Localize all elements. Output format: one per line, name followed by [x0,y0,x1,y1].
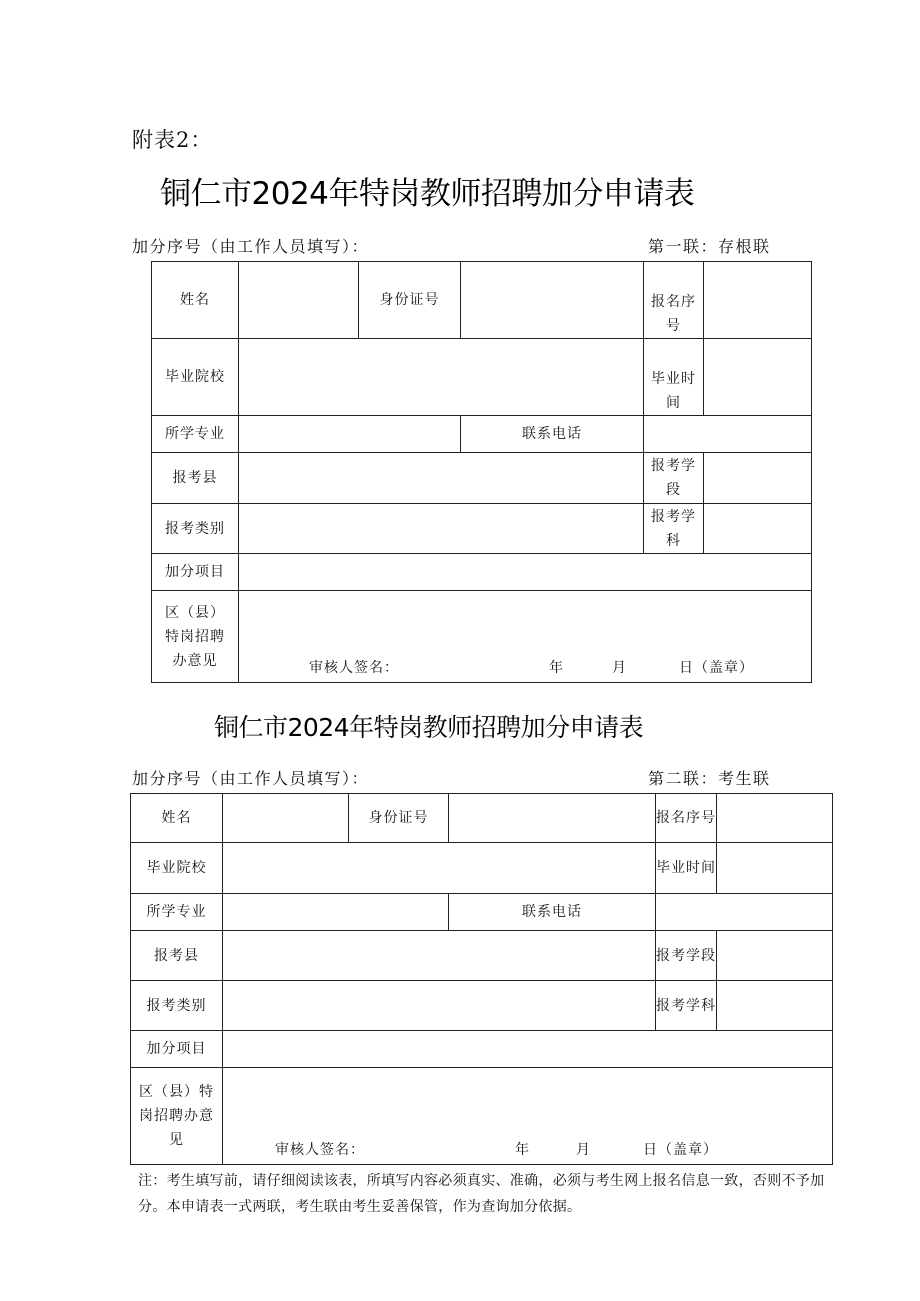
office-opinion-label: 区（县）特岗招聘办意见 [152,591,239,683]
bonus-item-input[interactable] [223,1031,833,1068]
stage-label: 报考学段 [644,453,704,504]
county-label: 报考县 [131,931,223,981]
subject-input[interactable] [704,504,812,554]
phone-label: 联系电话 [449,894,656,931]
office-opinion-area[interactable] [223,1068,833,1165]
form-title-1: 铜仁市2024年特岗教师招聘加分申请表 [160,176,695,212]
bonus-item-label: 加分项目 [131,1031,223,1068]
form-title-2: 铜仁市2024年特岗教师招聘加分申请表 [214,713,644,742]
school-input[interactable] [239,339,644,416]
footnote: 注：考生填写前，请仔细阅读该表，所填写内容必须真实、准确，必须与考生网上报名信息一致，否则不予加分。本申请表一式两联，考生联由考生妥善保管，作为查询加分依据。 [138,1173,825,1215]
phone-label: 联系电话 [461,416,644,453]
major-input[interactable] [239,416,461,453]
year-label: 年 [549,660,564,676]
subject-label: 报考学科 [644,504,704,554]
year-label: 年 [515,1142,530,1158]
reviewer-signature-label: 审核人签名： [275,1142,365,1158]
stage-input[interactable] [717,931,833,981]
category-input[interactable] [223,981,656,1031]
grad-time-input[interactable] [717,843,833,894]
school-input[interactable] [223,843,656,894]
reg-number-label: 报名序号 [656,794,717,843]
name-label: 姓名 [131,794,223,843]
reg-number-input[interactable] [717,794,833,843]
category-label: 报考类别 [152,504,239,554]
id-number-input[interactable] [461,262,644,339]
grad-time-input[interactable] [704,339,812,416]
phone-input[interactable] [644,416,812,453]
application-form-candidate [130,793,833,1165]
office-opinion-label: 区（县）特岗招聘办意见 [131,1068,223,1165]
month-label: 月 [576,1142,591,1158]
name-input[interactable] [223,794,349,843]
school-label: 毕业院校 [131,843,223,894]
reg-number-label: 报名序号 [644,262,704,339]
application-form-stub [151,261,812,683]
subject-label: 报考学科 [656,981,717,1031]
major-input[interactable] [223,894,449,931]
major-label: 所学专业 [152,416,239,453]
serial-label-2: 加分序号（由工作人员填写）： [132,769,370,788]
county-input[interactable] [239,453,644,504]
attachment-label: 附表2： [132,128,213,152]
copy-label-candidate: 第二联：考生联 [648,769,771,788]
grad-time-label: 毕业时间 [644,339,704,416]
stage-input[interactable] [704,453,812,504]
id-number-label: 身份证号 [359,262,461,339]
id-number-label: 身份证号 [349,794,449,843]
category-label: 报考类别 [131,981,223,1031]
county-input[interactable] [223,931,656,981]
category-input[interactable] [239,504,644,554]
subject-input[interactable] [717,981,833,1031]
serial-label-1: 加分序号（由工作人员填写）： [132,237,370,256]
day-seal-label: 日（盖章） [643,1142,718,1158]
copy-label-stub: 第一联：存根联 [648,237,771,256]
month-label: 月 [612,660,627,676]
phone-input[interactable] [656,894,833,931]
county-label: 报考县 [152,453,239,504]
reg-number-input[interactable] [704,262,812,339]
id-number-input[interactable] [449,794,656,843]
name-label: 姓名 [152,262,239,339]
day-seal-label: 日（盖章） [679,660,754,676]
bonus-item-label: 加分项目 [152,554,239,591]
school-label: 毕业院校 [152,339,239,416]
office-opinion-area[interactable] [239,591,812,683]
major-label: 所学专业 [131,894,223,931]
grad-time-label: 毕业时间 [656,843,717,894]
bonus-item-input[interactable] [239,554,812,591]
stage-label: 报考学段 [656,931,717,981]
name-input[interactable] [239,262,359,339]
reviewer-signature-label: 审核人签名： [309,660,399,676]
